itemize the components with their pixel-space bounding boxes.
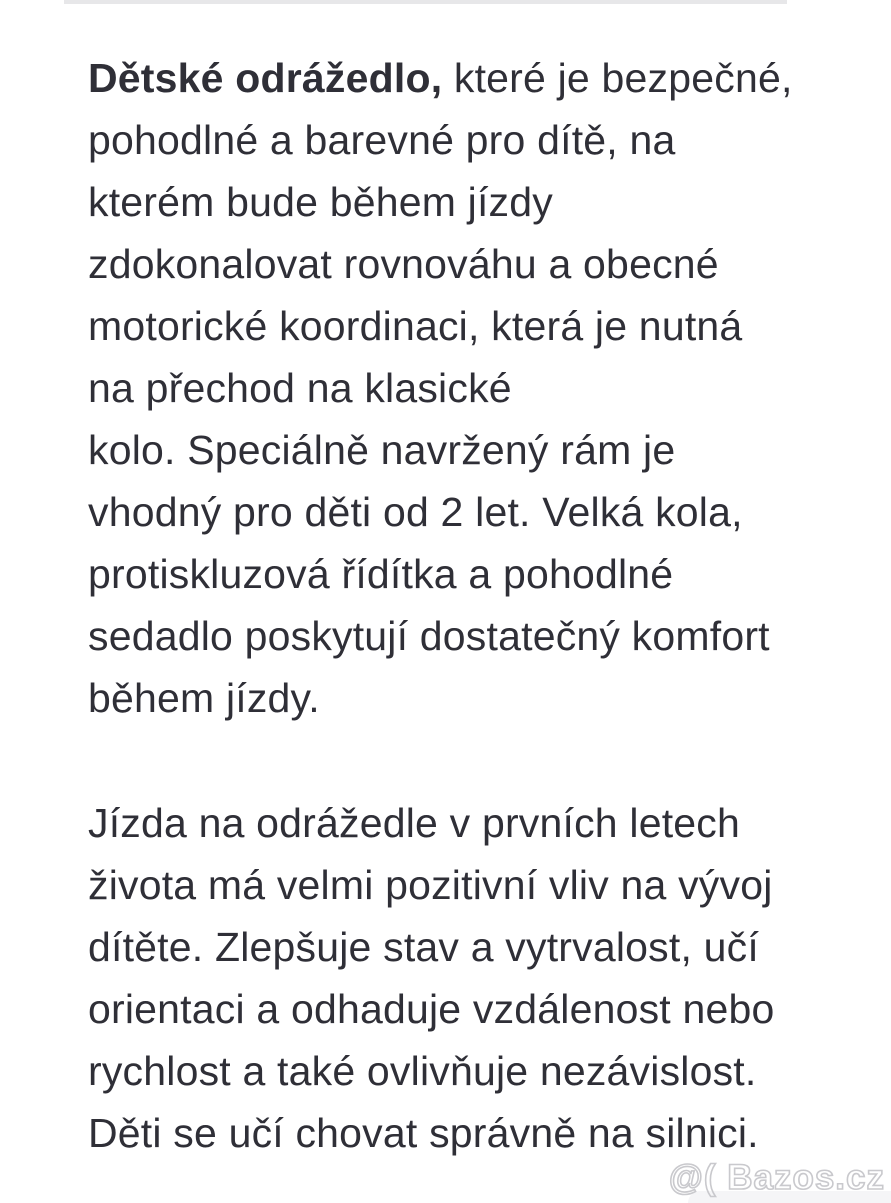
text-line: během jízdy. [88, 675, 320, 721]
paragraph-1-lines [88, 109, 808, 729]
text-line: motorické koordinaci, která je nutná [88, 303, 743, 349]
text-line: života má velmi pozitivní vliv na vývoj [88, 862, 773, 908]
text-line: dítěte. Zlepšuje stav a vytrvalost, učí [88, 924, 759, 970]
text-line: vhodný pro děti od 2 let. Velká kola, [88, 489, 743, 535]
first-line-rest: které je bezpečné, [442, 55, 793, 101]
text-line: sedadlo poskytují dostatečný komfort [88, 613, 770, 659]
bold-lead: Dětské odrážedlo, [88, 55, 443, 101]
text-line: pohodlné a barevné pro dítě, na [88, 117, 676, 163]
description-paragraph-1 [88, 47, 808, 729]
product-description [88, 47, 808, 1164]
bazos-watermark: @( Bazos.cz [668, 1158, 885, 1197]
text-line: Jízda na odrážedle v prvních letech [88, 800, 740, 846]
description-paragraph-2 [88, 792, 808, 1164]
text-line: kterém bude během jízdy [88, 179, 553, 225]
paragraph-2-lines [88, 792, 808, 1164]
text-line: rychlost a také ovlivňuje nezávislost. [88, 1048, 757, 1094]
text-line: orientaci a odhaduje vzdálenost nebo [88, 986, 775, 1032]
text-line: kolo. Speciálně navržený rám je [88, 427, 676, 473]
text-line [88, 47, 808, 109]
text-line: protiskluzová řídítka a pohodlné [88, 551, 674, 597]
top-edge-strip [64, 0, 787, 4]
text-line: Děti se učí chovat správně na silnici. [88, 1110, 759, 1156]
text-line: na přechod na klasické [88, 365, 512, 411]
text-line: zdokonalovat rovnováhu a obecné [88, 241, 719, 287]
